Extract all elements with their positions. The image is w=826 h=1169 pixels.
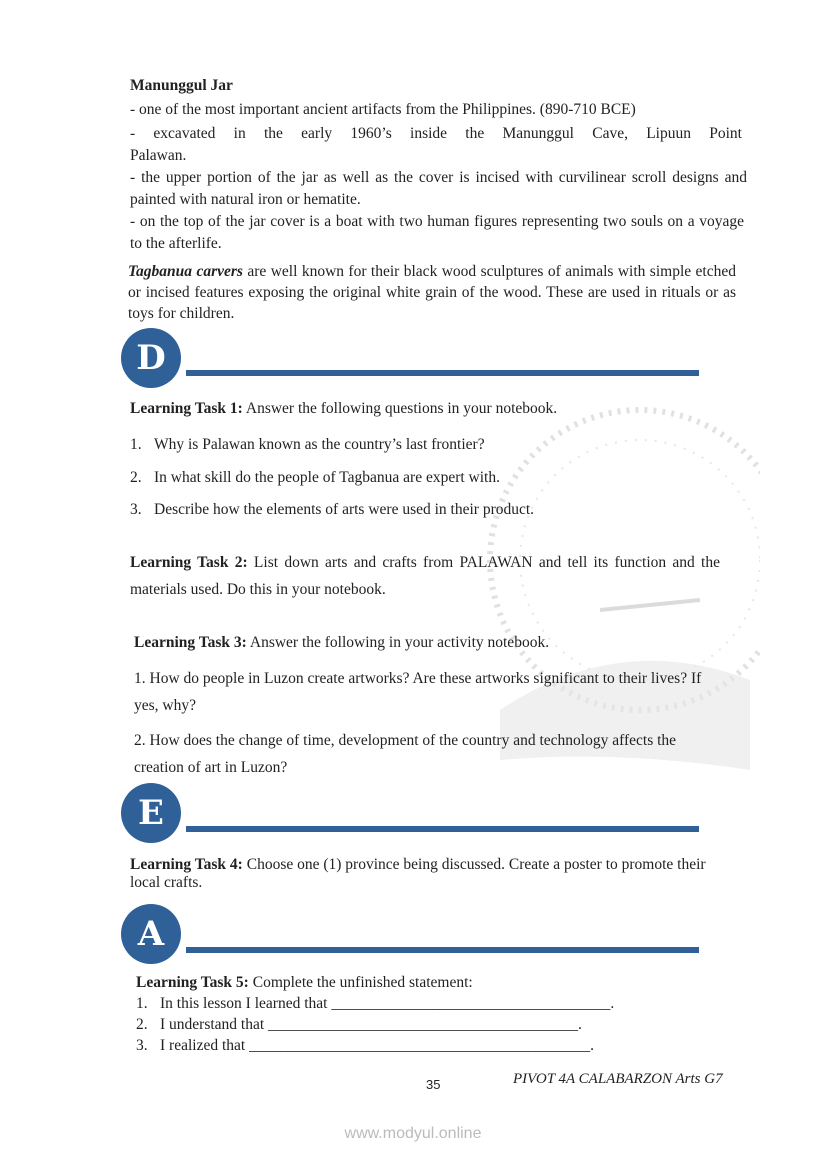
task3-heading: Learning Task 3: Answer the following in your activity notebook.	[134, 634, 550, 651]
list-item: 1. In this lesson I learned that ____________________________________.	[136, 995, 615, 1012]
list-item: 2. I understand that ________________________________________.	[136, 1016, 582, 1033]
list-item: 2. How does the change of time, development of the country and technology affects the creation of art in Luzon?	[134, 732, 677, 776]
site-watermark: www.modyul.online	[344, 1125, 482, 1142]
page-number: 35	[426, 1077, 441, 1092]
list-item: 3. I realized that ____________________________________________.	[136, 1037, 594, 1054]
list-item: 2. In what skill do the people of Tagbanua are expert with.	[130, 469, 500, 486]
task1-heading: Learning Task 1: Answer the following questions in your notebook.	[130, 400, 558, 417]
section-e-badge: E	[121, 783, 181, 843]
tagbanua-paragraph: Tagbanua carvers are well known for their black wood sculptures of animals with simple etched or incised features exposing the original white grain of the wood. These are used in rituals or as toys for children.	[128, 263, 736, 322]
section-d-badge: D	[121, 328, 181, 388]
list-item: 1. How do people in Luzon create artworks? Are these artworks significant to their lives? If yes, why?	[134, 670, 702, 714]
manunggul-line: - the upper portion of the jar as well as the cover is incised with curvilinear scroll designs and painted with natural iron or hematite.	[130, 169, 747, 208]
section-divider	[186, 826, 699, 832]
manunggul-line: - one of the most important ancient artifacts from the Philippines. (890-710 BCE)	[130, 101, 636, 118]
section-divider	[186, 370, 699, 376]
task2-paragraph: Learning Task 2: List down arts and crafts from PALAWAN and tell its function and the materials used. Do this in your notebook.	[130, 554, 720, 598]
manunggul-line: Palawan.	[130, 147, 187, 164]
task4-paragraph: Learning Task 4: Choose one (1) province being discussed. Create a poster to promote their local crafts.	[130, 856, 706, 891]
list-item: 3. Describe how the elements of arts were used in their product.	[130, 501, 535, 518]
manunggul-line: - on the top of the jar cover is a boat with two human figures representing two souls on a voyage to the afterlife.	[130, 213, 744, 252]
manunggul-title: Manunggul Jar	[130, 77, 233, 94]
section-divider	[186, 947, 699, 953]
footer-title: PIVOT 4A CALABARZON Arts G7	[513, 1071, 723, 1087]
task5-heading: Learning Task 5: Complete the unfinished statement:	[136, 974, 473, 991]
section-a-badge: A	[121, 904, 181, 964]
manunggul-line: - excavated in the early 1960’s inside the Manunggul Cave, Lipuun Point	[130, 125, 742, 142]
list-item: 1. Why is Palawan known as the country’s last frontier?	[130, 436, 485, 453]
